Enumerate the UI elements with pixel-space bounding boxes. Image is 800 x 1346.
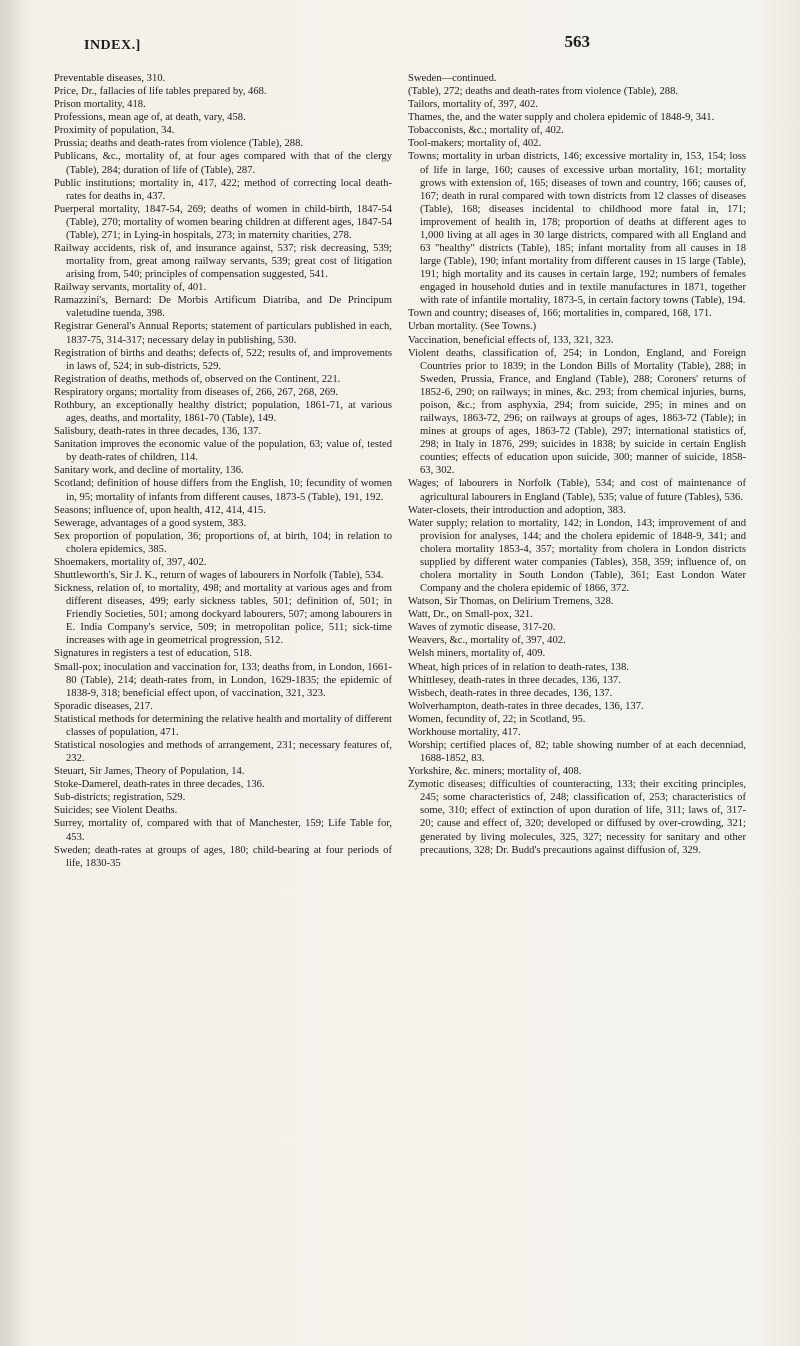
- index-entry: Registration of births and deaths; defects of, 522; results of, and improvements in laws of, 524; in sub-districts, 529.: [54, 347, 392, 372]
- index-entry: Prison mortality, 418.: [54, 99, 146, 111]
- index-entry: Salisbury, death-rates in three decades, 136, 137.: [54, 426, 262, 438]
- index-entry: Sub-districts; registration, 529.: [54, 792, 186, 804]
- index-entry: Statistical methods for determining the relative health and mortality of different classes of population, 471.: [54, 713, 392, 738]
- index-entry: Whittlesey, death-rates in three decades, 136, 137.: [408, 674, 621, 686]
- index-entry: Preventable diseases, 310.: [54, 73, 166, 84]
- index-entry: Sickness, relation of, to mortality, 498; and mortality at various ages and from different diseases, 499; early sickness tables, 501; definition of, 501; in Friendly Societies, 501; among dockyard labourers, 507; among labourers in E. India Company's service, 509; in metropolitan police, 511; sick-time increases with age in geometrical progression, 512.: [54, 583, 392, 647]
- index-entry: Professions, mean age of, at death, vary, 458.: [54, 112, 246, 124]
- index-entry: Sex proportion of population, 36; proportions of, at birth, 104; in relation to cholera epidemics, 385.: [54, 530, 392, 555]
- index-entry: Respiratory organs; mortality from diseases of, 266, 267, 268, 269.: [54, 386, 339, 398]
- page-number: 563: [564, 32, 590, 51]
- index-entry: Waves of zymotic disease, 317-20.: [408, 622, 556, 634]
- index-entry: Rothbury, an exceptionally healthy district; population, 1861-71, at various ages, deaths, and mortality, 1861-70 (Table), 149.: [54, 399, 392, 425]
- index-entry: Publicans, &c., mortality of, at four ages compared with that of the clergy (Table), 284; duration of life of (Table), 287.: [54, 151, 392, 176]
- index-entry: Proximity of population, 34.: [54, 125, 175, 137]
- index-entry: Shoemakers, mortality of, 397, 402.: [54, 556, 207, 568]
- index-entry: Town and country; diseases of, 166; mortalities in, compared, 168, 171.: [408, 308, 712, 320]
- index-entry: Thames, the, and the water supply and cholera epidemic of 1848-9, 341.: [408, 112, 715, 124]
- index-entry: Worship; certified places of, 82; table showing number of at each decenniad, 1688-1852, 83.: [408, 739, 746, 765]
- index-entry: Sweden; death-rates at groups of ages, 180; child-bearing at four periods of life, 1830-35: [54, 844, 392, 869]
- index-entry: Wolverhampton, death-rates in three decades, 136, 137.: [408, 700, 644, 712]
- index-entry: Signatures in registers a test of education, 518.: [54, 648, 252, 660]
- index-entry: Public institutions; mortality in, 417, 422; method of correcting local death-rates for deaths in, 437.: [54, 177, 392, 202]
- index-column-right: [408, 72, 746, 857]
- index-entry: Sanitary work, and decline of mortality, 136.: [54, 465, 244, 477]
- index-entry: Tailors, mortality of, 397, 402.: [408, 99, 538, 111]
- index-entry: (Table), 272; deaths and death-rates from violence (Table), 288.: [408, 86, 679, 98]
- index-entry: Watt, Dr., on Small-pox, 321.: [408, 609, 533, 621]
- index-entry: Welsh miners, mortality of, 409.: [408, 648, 546, 660]
- index-entry: Urban mortality. (See Towns.): [408, 321, 537, 333]
- index-entry: Water supply; relation to mortality, 142; in London, 143; improvement of and provision for analyses, 144; and the cholera epidemic of 1848-9, 341; and cholera mortality 1853-4, 357; mortality from cholera in London districts supplied by different water companies (Tables), 358, 359; influence of, on cholera mortality in South London (Table), 361; East London Water Company and the cholera epidemic of 1866, 372.: [408, 517, 746, 595]
- index-entry: Puerperal mortality, 1847-54, 269; deaths of women in child-birth, 1847-54 (Table), 270; mortality of women bearing children at different ages, 1847-54 (Table), 271; in Lying-in hospitals, 273; in maternity charities, 278.: [54, 203, 392, 241]
- index-entry: Ramazzini's, Bernard: De Morbis Artificum Diatriba, and De Principum valetudine tuenda, 398.: [54, 295, 392, 320]
- index-entry: Small-pox; inoculation and vaccination for, 133; deaths from, in London, 1661-80 (Table), 214; death-rates from, in London, 1629-1835; the epidemic of 1838-9, 318; beneficial effect upon, of vaccination, 321, 323.: [54, 661, 392, 699]
- index-entry: Steuart, Sir James, Theory of Population, 14.: [54, 766, 245, 778]
- index-entry: Shuttleworth's, Sir J. K., return of wages of labourers in Norfolk (Table), 534.: [54, 569, 384, 581]
- index-entry: Vaccination, beneficial effects of, 133, 321, 323.: [408, 334, 614, 346]
- index-entry: Yorkshire, &c. miners; mortality of, 408.: [408, 766, 582, 778]
- index-entry: Seasons; influence of, upon health, 412, 414, 415.: [54, 504, 266, 516]
- index-entry: Wisbech, death-rates in three decades, 136, 137.: [408, 687, 613, 699]
- page-header: [84, 30, 590, 60]
- index-entry: Watson, Sir Thomas, on Delirium Tremens, 328.: [408, 596, 614, 608]
- index-entry: Stoke-Damerel, death-rates in three decades, 136.: [54, 779, 265, 791]
- index-entry: Workhouse mortality, 417.: [408, 726, 521, 738]
- index-entry: Surrey, mortality of, compared with that of Manchester, 159; Life Table for, 453.: [54, 818, 392, 843]
- index-entry: Prussia; deaths and death-rates from violence (Table), 288.: [54, 138, 304, 150]
- index-entry: Tool-makers; mortality of, 402.: [408, 138, 542, 150]
- index-entry: Women, fecundity of, 22; in Scotland, 95.: [408, 713, 586, 725]
- running-head: INDEX.]: [84, 38, 141, 53]
- index-entry: Water-closets, their introduction and adoption, 383.: [408, 504, 626, 516]
- page-gutter-shadow: [0, 0, 22, 1346]
- index-entry: Wages; of labourers in Norfolk (Table), 534; and cost of maintenance of agricultural labourers in England (Table), 535; value of future (Tables), 536.: [408, 478, 746, 503]
- index-entry: Wheat, high prices of in relation to death-rates, 138.: [408, 661, 629, 673]
- index-entry: Sewerage, advantages of a good system, 383.: [54, 517, 247, 529]
- index-entry: Sweden—continued.: [408, 73, 497, 84]
- index-entry: Zymotic diseases; difficulties of counteracting, 133; their exciting principles, 245; some characteristics of, 248; classification of, 253; characteristics of some, 310; effect of extinction of upon duration of life, 311; laws of, 317-20; cause and effect of, 320; developed or diffused by over-crowding, 321; generated by living molecules, 325, 327; necessity for sanitary and other precautions, 328; Dr. Budd's precautions against diffusion of, 329.: [408, 779, 746, 856]
- index-entry: Railway accidents, risk of, and insurance against, 537; risk decreasing, 539; mortality from, great among railway servants, 539; great cost of litigation arising from, 540; principles of compensation suggested, 541.: [54, 243, 392, 281]
- index-entry: Tobacconists, &c.; mortality of, 402.: [408, 125, 564, 137]
- index-entry: Weavers, &c., mortality of, 397, 402.: [408, 635, 566, 647]
- index-entry: Registration of deaths, methods of, observed on the Continent, 221.: [54, 373, 341, 385]
- index-entry: Sporadic diseases, 217.: [54, 700, 153, 712]
- index-entry: Towns; mortality in urban districts, 146; excessive mortality in, 153, 154; loss of life in large, 160; causes of excessive urban mortality, 161; mortality grows with extension of, 165; diseases of town and country, 166; causes of, 167; death in rural compared with town districts from 12 classes of diseases (Table), 168; diseases incidental to childhood more fatal in, 171; improvement of health in, 178; proportion of deaths at different ages to 1,000 living at all ages in 30 large districts, compared with all England and 63 "healthy" districts (Table), 185; infant mortality from all causes in 18 large (Table), 190; infant mortality from different causes in 15 large (Table), 191; high mortality and its causes in certain large, 192; numbers of females engaged in household duties and in textile manufactures in 1871, together with rate of infantile mortality, 1873-5, in certain factory towns (Table), 194.: [408, 151, 746, 307]
- index-entry: Suicides; see Violent Deaths.: [54, 805, 178, 817]
- index-entry: Sanitation improves the economic value of the population, 63; value of, tested by death-rates of children, 114.: [54, 439, 392, 464]
- index-column-left: [54, 72, 392, 870]
- index-entry: Registrar General's Annual Reports; statement of particulars published in each, 1837-75, 314-317; necessary delay in publishing, 530.: [54, 321, 392, 346]
- index-entry: Railway servants, mortality of, 401.: [54, 282, 207, 294]
- index-entry: Statistical nosologies and methods of arrangement, 231; necessary features of, 232.: [54, 739, 392, 765]
- index-entry: Price, Dr., fallacies of life tables prepared by, 468.: [54, 86, 267, 98]
- index-entry: Scotland; definition of house differs from the English, 10; fecundity of women in, 95; mortality of infants from different causes, 1873-5 (Table), 191, 192.: [54, 478, 392, 503]
- index-entry: Violent deaths, classification of, 254; in London, England, and Foreign Countries prior to 1839; in the London Bills of Mortality (Table), 288; in Sweden, Prussia, France, and England (Table), 288; Coroners' returns of 1852-6, 290; on railways; in mines, &c. 293; from chemical injuries, burns, poison, &c.; from asphyxia, 294; from suicide, 295; in mines and on railways, 1863-72, 296; on railways at groups of ages, 1863-72 (Table); in mines at groups of ages, 1863-72 (Table), 297; international statistics of, 298; in Italy in 1876, 299; suicides in 1838; by suicide in certain English counties; effects of education upon suicide, 300; manner of suicide, 1858-63, 302.: [408, 347, 746, 477]
